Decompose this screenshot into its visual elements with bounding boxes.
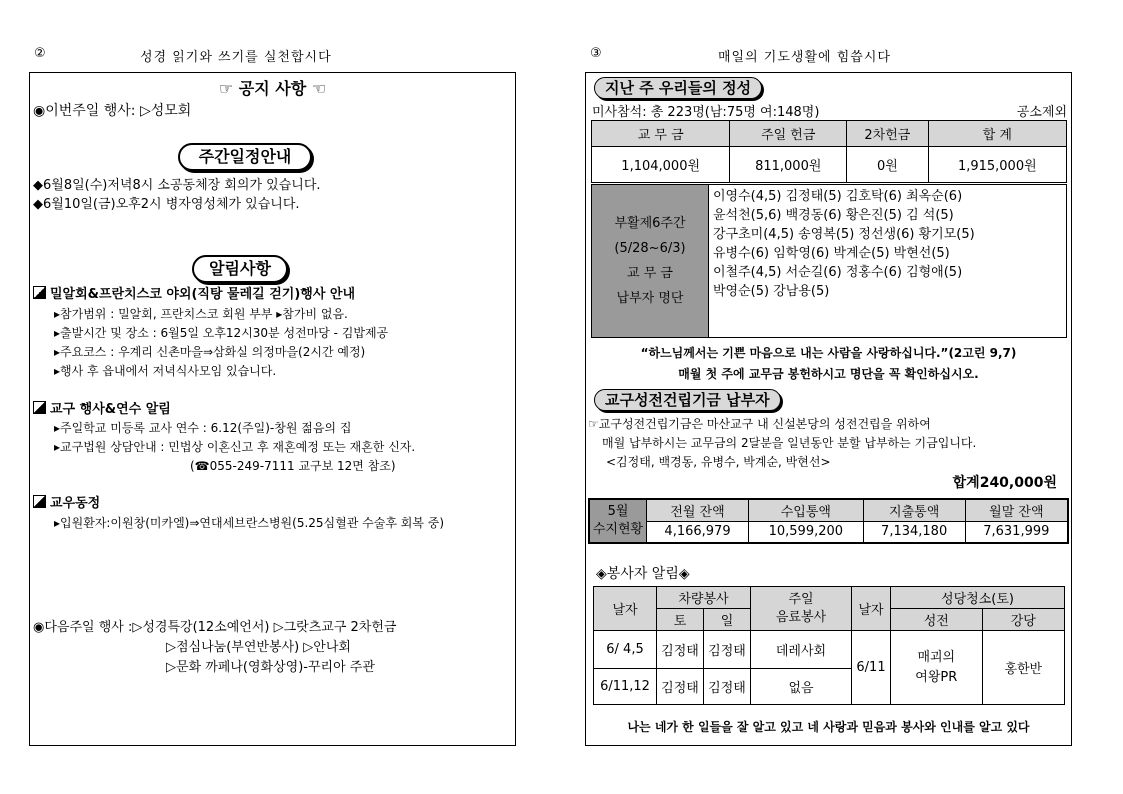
schedule-title: 주간일정안내 [178, 143, 312, 171]
square-bullet-icon [33, 495, 46, 508]
next-week-line: ▷문화 까페나(영화상영)-꾸리아 주관 [166, 660, 375, 675]
next-week-line: ▷점심나눔(부연반봉사) ▷안나회 [166, 640, 351, 655]
section1-item: ▸주요코스 : 우계리 신촌마을⇒삼화실 의정마을(2시간 예정) [54, 345, 366, 359]
donor-line: 박영순(5) 강남용(5) [713, 284, 830, 299]
section2-heading [33, 398, 171, 417]
service-header-drink: 주일 음료봉사 [751, 587, 852, 631]
offering-value: 0원 [847, 147, 928, 183]
service-sun: 김정태 [704, 669, 751, 705]
donor-label-line: 부활제6주간 [614, 216, 686, 231]
service-header-clean: 성당청소(토) [891, 587, 1065, 609]
budget-header: 전월 잔액 [647, 499, 749, 521]
notice-title: ☞ 공지 사항 ☜ [218, 79, 327, 98]
budget-value: 7,134,180 [863, 521, 965, 543]
this-week-event: ◉이번주일 행사: ▷성모회 [33, 103, 192, 119]
service-table [593, 586, 1065, 705]
schedule-item: ◆6월10일(금)오후2시 병자영성체가 있습니다. [33, 197, 300, 212]
right-page-number: ③ [590, 46, 603, 61]
section1-item: ▸출발시간 및 장소 : 6월5일 오후12시30분 성전마당 - 김밥제공 [54, 326, 389, 340]
service-header-sun: 일 [704, 609, 751, 631]
service-date: 6/ 4,5 [594, 631, 657, 669]
offering-header: 주일 헌금 [730, 121, 847, 147]
offering-table [591, 120, 1067, 183]
offering-header: 교 무 금 [592, 121, 730, 147]
section1-item: ▸행사 후 읍내에서 저녁식사모임 있습니다. [54, 364, 277, 378]
service-sun: 김정태 [704, 631, 751, 669]
donor-line: 이영수(4,5) 김정태(5) 김호탁(6) 최옥순(6) [713, 189, 963, 204]
service-header-hall: 강당 [982, 609, 1064, 631]
donor-label-line: (5/28~6/3) [614, 241, 686, 256]
budget-label [589, 499, 647, 543]
next-week-line: ◉다음주일 행사 :▷성경특강(12소예언서) ▷그랏츠교구 2차헌금 [33, 620, 397, 635]
service-title: ◈봉사자 알림◈ [596, 566, 690, 582]
service-date: 6/11,12 [594, 669, 657, 705]
clean-hall: 홍한반 [982, 631, 1064, 705]
budget-header: 월말 잔액 [965, 499, 1068, 521]
budget-header: 수입통액 [749, 499, 864, 521]
fund-line: 매월 납부하시는 교무금의 2달분을 일년동안 분할 납부하는 기금입니다. [602, 436, 977, 450]
left-motto: 성경 읽기와 쓰기를 실천합시다 [140, 50, 332, 65]
budget-header: 지출통액 [863, 499, 965, 521]
offering-value: 1,915,000원 [928, 147, 1066, 183]
service-drink: 없음 [751, 669, 852, 705]
right-panel [585, 72, 1072, 746]
offering-title: 지난 주 우리들의 정성 [594, 77, 762, 99]
fund-title: 교구성전건립기금 납부자 [594, 389, 781, 411]
offering-value: 1,104,000원 [592, 147, 730, 183]
closing-verse: 나는 네가 한 일들을 잘 알고 있고 네 사랑과 믿음과 봉사와 인내를 알고 있다 [627, 720, 1030, 734]
schedule-item: ◆6월8일(수)저녁8시 소공동체장 회의가 있습니다. [33, 178, 321, 193]
section2-title: 교구 행사&연수 알림 [50, 402, 171, 417]
service-sat: 김정태 [657, 669, 704, 705]
clean-sanct: 매괴의 여왕PR [891, 631, 983, 705]
attendance: 미사참석: 총 223명(남:75명 여:148명) [592, 105, 820, 120]
service-header-car: 차량봉사 [657, 587, 751, 609]
donor-table [591, 184, 1067, 338]
alerts-title: 알림사항 [192, 255, 288, 283]
offering-header: 2차헌금 [847, 121, 928, 147]
clean-date: 6/11 [852, 631, 891, 705]
donor-list [709, 185, 1067, 338]
donor-line: 윤석천(5,6) 백경동(6) 황은진(5) 김 석(5) [713, 208, 954, 223]
service-header-sat: 토 [657, 609, 704, 631]
section3-heading [33, 492, 100, 511]
service-header-date2: 날자 [852, 587, 891, 631]
service-sat: 김정태 [657, 631, 704, 669]
fund-total: 합계240,000원 [952, 475, 1057, 491]
offering-header: 합 계 [928, 121, 1066, 147]
donor-label-line: 납부자 명단 [616, 291, 684, 306]
left-page-number: ② [34, 46, 47, 61]
budget-table [588, 498, 1069, 544]
budget-value: 7,631,999 [965, 521, 1068, 543]
square-bullet-icon [33, 286, 46, 299]
section1-title: 밀알회&프란치스코 야외(직탕 물레길 걷기)행사 안내 [50, 287, 356, 302]
attendance-note: 공소제외 [1016, 105, 1067, 120]
section2-item: ▸주일학교 미등록 교사 연수 : 6.12(주일)-창원 젊음의 집 [54, 421, 352, 435]
budget-label-line: 수지현황 [592, 522, 644, 537]
budget-label-line: 5월 [607, 504, 629, 519]
donor-line: 이철주(4,5) 서순길(6) 정홍수(6) 김형애(5) [713, 265, 963, 280]
service-header-sanct: 성전 [891, 609, 983, 631]
budget-value: 10,599,200 [749, 521, 864, 543]
service-header-date: 날자 [594, 587, 657, 631]
square-bullet-icon [33, 401, 46, 414]
donor-line: 유병수(6) 임학영(6) 박계순(5) 박현선(5) [713, 246, 950, 261]
section2-item: (☎055-249-7111 교구보 12면 참조) [190, 459, 396, 473]
section3-title: 교우동정 [50, 496, 101, 511]
quote-line: “하느님께서는 기쁜 마음으로 내는 사람을 사랑하십니다.”(2고린 9,7) [640, 346, 1017, 360]
fund-line: ☞교구성전건립기금은 마산교구 내 신설본당의 성전건립을 위하여 [588, 417, 931, 431]
fund-names: <김정태, 백경동, 유병수, 박계순, 박현선> [606, 455, 831, 469]
offering-value: 811,000원 [730, 147, 847, 183]
section1-heading [33, 283, 355, 302]
section1-item: ▸참가범위 : 밀알회, 프란치스코 회원 부부 ▸참가비 없음. [54, 307, 348, 321]
service-drink: 데레사회 [751, 631, 852, 669]
section2-item: ▸교구법원 상담안내 : 민법상 이혼신고 후 재혼예정 또는 재혼한 신자. [54, 440, 416, 454]
right-motto: 매일의 기도생활에 힘씁시다 [718, 50, 891, 65]
donor-label [592, 185, 709, 338]
left-panel [29, 72, 516, 746]
section3-item: ▸입원환자:이원창(미카엘)⇒연대세브란스병원(5.25심혈관 수술후 회복 중) [54, 516, 444, 530]
donor-label-line: 교 무 금 [627, 266, 673, 281]
donor-line: 강구초미(4,5) 송영복(5) 정선생(6) 황기모(5) [713, 227, 975, 242]
quote-line: 매월 첫 주에 교무금 봉헌하시고 명단을 꼭 확인하십시오. [678, 367, 979, 381]
budget-value: 4,166,979 [647, 521, 749, 543]
